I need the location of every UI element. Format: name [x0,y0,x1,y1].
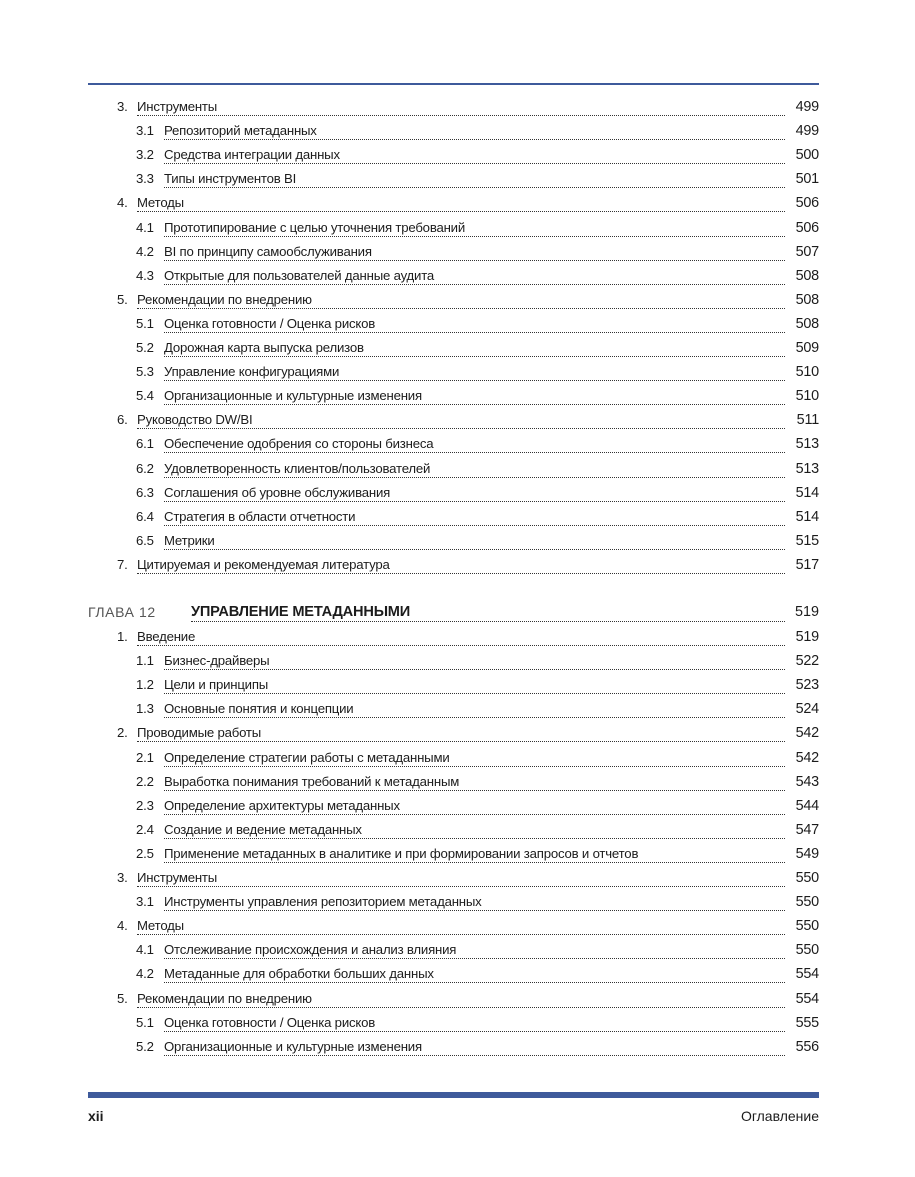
entry-page-number: 550 [793,918,819,934]
chapter-label: ГЛАВА 12 [88,604,156,620]
entry-page-number: 550 [793,894,819,910]
entry-page-number: 522 [793,653,819,669]
toc-entry-subsection[interactable] [0,653,915,675]
dot-leader [164,332,785,333]
dot-leader [137,934,785,935]
dot-leader [164,838,785,839]
entry-number: 3.1 [136,123,154,139]
entry-number: 4.2 [136,243,154,259]
entry-number: 3.3 [136,171,154,187]
entry-title: Средства интеграции данных [164,147,343,162]
entry-number: 5.2 [136,1038,154,1054]
dot-leader [164,549,785,550]
entry-title: Типы инструментов BI [164,171,299,186]
entry-title: Определение стратегии работы с метаданными [164,750,453,765]
dot-leader [164,380,785,381]
entry-number: 5. [117,990,128,1006]
toc-entry-subsection[interactable] [0,244,915,266]
entry-page-number: 543 [793,774,819,790]
entry-title: Создание и ведение метаданных [164,822,365,837]
entry-title: Соглашения об уровне обслуживания [164,485,393,500]
toc-entry-section[interactable] [0,725,915,747]
entry-page-number: 506 [793,195,819,211]
entry-number: 3.1 [136,894,154,910]
chapter-heading[interactable] [0,604,915,628]
entry-page-number: 500 [793,147,819,163]
entry-title: Оценка готовности / Оценка рисков [164,316,378,331]
dot-leader [164,260,785,261]
entry-page-number: 508 [793,292,819,308]
dot-leader [164,982,785,983]
toc-entry-subsection[interactable] [0,436,915,458]
toc-entry-subsection[interactable] [0,171,915,193]
dot-leader [137,211,785,212]
toc-entry-subsection[interactable] [0,942,915,964]
entry-page-number: 547 [793,822,819,838]
entry-page-number: 513 [793,436,819,452]
dot-leader [137,115,785,116]
entry-page-number: 511 [794,412,819,428]
entry-title: Рекомендации по внедрению [137,991,315,1006]
entry-number: 2. [117,725,128,741]
entry-page-number: 517 [793,557,819,573]
toc-entry-section[interactable] [0,292,915,314]
entry-page-number: 508 [793,268,819,284]
entry-title: Репозиторий метаданных [164,123,320,138]
entry-title: Оценка готовности / Оценка рисков [164,1015,378,1030]
footer-section-title: Оглавление [740,1108,819,1124]
dot-leader [137,308,785,309]
dot-leader [164,236,785,237]
toc-entry-subsection[interactable] [0,268,915,290]
entry-number: 4. [117,918,128,934]
entry-number: 5.3 [136,364,154,380]
entry-title: Организационные и культурные изменения [164,388,425,403]
entry-number: 7. [117,556,128,572]
dot-leader [137,741,785,742]
entry-page-number: 499 [793,123,819,139]
entry-page-number: 510 [793,388,819,404]
toc-entry-subsection[interactable] [0,388,915,410]
entry-page-number: 519 [793,629,819,645]
toc-entry-subsection[interactable] [0,750,915,772]
entry-page-number: 544 [793,798,819,814]
dot-leader [164,958,785,959]
entry-page-number: 550 [793,942,819,958]
entry-number: 5.2 [136,340,154,355]
entry-number: 3. [117,870,128,885]
entry-number: 1. [117,629,128,644]
entry-page-number: 507 [793,244,819,260]
dot-leader [164,404,785,405]
entry-title: Стратегия в области отчетности [164,509,358,524]
entry-number: 6.1 [136,436,154,452]
toc-entry-subsection[interactable] [0,798,915,820]
entry-title: Удовлетворенность клиентов/пользователей [164,461,433,476]
entry-page-number: 508 [793,316,819,332]
entry-title: Инструменты [137,870,220,885]
entry-number: 1.1 [136,653,154,669]
dot-leader [164,187,785,188]
entry-title: Инструменты управления репозиторием метаданных [164,894,485,909]
entry-title: Инструменты [137,99,220,114]
toc-entry-subsection[interactable] [0,461,915,483]
entry-number: 4.1 [136,219,154,235]
toc-entry-section[interactable] [0,412,915,434]
entry-number: 5. [117,291,128,307]
entry-page-number: 550 [793,870,819,886]
entry-title: Прототипирование с целью уточнения требований [164,220,468,235]
entry-page-number: 542 [793,750,819,766]
entry-page-number: 556 [793,1039,819,1055]
entry-number: 4.1 [136,942,154,958]
entry-title: Цели и принципы [164,677,271,692]
entry-title: Методы [137,195,187,210]
entry-title: Применение метаданных в аналитике и при формировании запросов и отчетов [164,846,641,861]
entry-title: Проводимые работы [137,725,264,740]
dot-leader [164,452,785,453]
toc-entry-subsection[interactable] [0,677,915,699]
toc-entry-section[interactable] [0,99,915,121]
entry-title: Цитируемая и рекомендуемая литература [137,557,393,572]
entry-page-number: 514 [793,485,819,501]
entry-number: 6. [117,412,128,428]
dot-leader [164,477,785,478]
dot-leader [164,910,785,911]
toc-entry-subsection[interactable] [0,220,915,242]
dot-leader [164,501,785,502]
entry-number: 2.2 [136,773,154,789]
dot-leader [164,717,785,718]
dot-leader [164,790,785,791]
entry-title: Дорожная карта выпуска релизов [164,340,367,355]
entry-page-number: 555 [793,1015,819,1031]
entry-title: Отслеживание происхождения и анализ влияния [164,942,459,957]
toc-entry-subsection[interactable] [0,485,915,507]
toc-entry-subsection[interactable] [0,147,915,169]
entry-title: Введение [137,629,198,644]
entry-page-number: 549 [793,846,819,862]
entry-number: 5.1 [136,315,154,331]
entry-title: Методы [137,918,187,933]
entry-number: 1.3 [136,701,154,717]
entry-page-number: 499 [793,99,819,115]
dot-leader [137,886,785,887]
toc-entry-section[interactable] [0,557,915,579]
toc-entry-subsection[interactable] [0,364,915,386]
entry-title: Рекомендации по внедрению [137,292,315,307]
dot-leader [164,139,785,140]
entry-title: Организационные и культурные изменения [164,1039,425,1054]
toc-entry-subsection[interactable] [0,509,915,531]
dot-leader [164,814,785,815]
entry-page-number: 554 [793,966,819,982]
dot-leader [164,284,785,285]
entry-page-number: 515 [793,533,819,549]
entry-number: 5.1 [136,1014,154,1030]
toc-entry-subsection[interactable] [0,316,915,338]
entry-title: Обеспечение одобрения со стороны бизнеса [164,436,436,451]
entry-number: 5.4 [136,388,154,404]
entry-number: 2.1 [136,749,154,765]
dot-leader [164,693,785,694]
toc-entry-subsection[interactable] [0,701,915,723]
toc-entry-subsection[interactable] [0,340,915,362]
toc-entry-section[interactable] [0,629,915,651]
toc-entry-section[interactable] [0,991,915,1013]
entry-page-number: 510 [793,364,819,380]
toc-entry-subsection[interactable] [0,123,915,145]
entry-title: Открытые для пользователей данные аудита [164,268,437,283]
entry-number: 2.3 [136,797,154,813]
entry-number: 4.3 [136,267,154,283]
entry-number: 2.4 [136,821,154,837]
entry-number: 6.5 [136,532,154,548]
entry-page-number: 509 [793,340,819,356]
dot-leader [164,163,785,164]
chapter-title: УПРАВЛЕНИЕ МЕТАДАННЫМИ [191,604,413,620]
entry-number: 6.3 [136,484,154,500]
footer-page-number: xii [88,1108,104,1124]
dot-leader [137,645,785,646]
toc-entry-subsection[interactable] [0,774,915,796]
dot-leader [164,862,785,863]
dot-leader [164,766,785,767]
dot-leader [191,621,785,622]
entry-title: Метаданные для обработки больших данных [164,966,437,981]
entry-number: 4.2 [136,966,154,982]
toc-entry-subsection[interactable] [0,846,915,868]
entry-page-number: 554 [793,991,819,1007]
entry-page-number: 506 [793,220,819,236]
entry-title: Руководство DW/BI [137,412,255,427]
entry-title: Бизнес-драйверы [164,653,272,668]
dot-leader [137,428,785,429]
entry-page-number: 513 [793,461,819,477]
toc-entry-subsection[interactable] [0,966,915,988]
dot-leader [137,1007,785,1008]
toc-entry-section[interactable] [0,918,915,940]
toc-entry-subsection[interactable] [0,822,915,844]
dot-leader [164,1031,785,1032]
entry-title: Основные понятия и концепции [164,701,356,716]
entry-number: 3. [117,99,128,114]
dot-leader [164,356,785,357]
entry-number: 4. [117,195,128,211]
toc-entry-subsection[interactable] [0,894,915,916]
entry-number: 2.5 [136,845,154,861]
dot-leader [164,669,785,670]
entry-title: Метрики [164,533,218,548]
toc-entry-subsection[interactable] [0,533,915,555]
chapter-page-number: 519 [792,604,819,620]
bottom-rule [88,1092,819,1098]
toc-entry-subsection[interactable] [0,1039,915,1061]
entry-page-number: 501 [793,171,819,187]
entry-page-number: 523 [793,677,819,693]
entry-title: BI по принципу самообслуживания [164,244,375,259]
entry-page-number: 542 [793,725,819,741]
dot-leader [137,573,785,574]
entry-page-number: 514 [793,509,819,525]
entry-title: Управление конфигурациями [164,364,342,379]
top-rule [88,83,819,85]
entry-number: 1.2 [136,677,154,693]
entry-page-number: 524 [793,701,819,717]
entry-title: Определение архитектуры метаданных [164,798,403,813]
entry-number: 3.2 [136,147,154,163]
toc-entry-section[interactable] [0,195,915,217]
entry-number: 6.4 [136,508,154,524]
entry-number: 6.2 [136,460,154,476]
dot-leader [164,1055,785,1056]
dot-leader [164,525,785,526]
toc-entry-section[interactable] [0,870,915,892]
entry-title: Выработка понимания требований к метаданным [164,774,462,789]
toc-entry-subsection[interactable] [0,1015,915,1037]
